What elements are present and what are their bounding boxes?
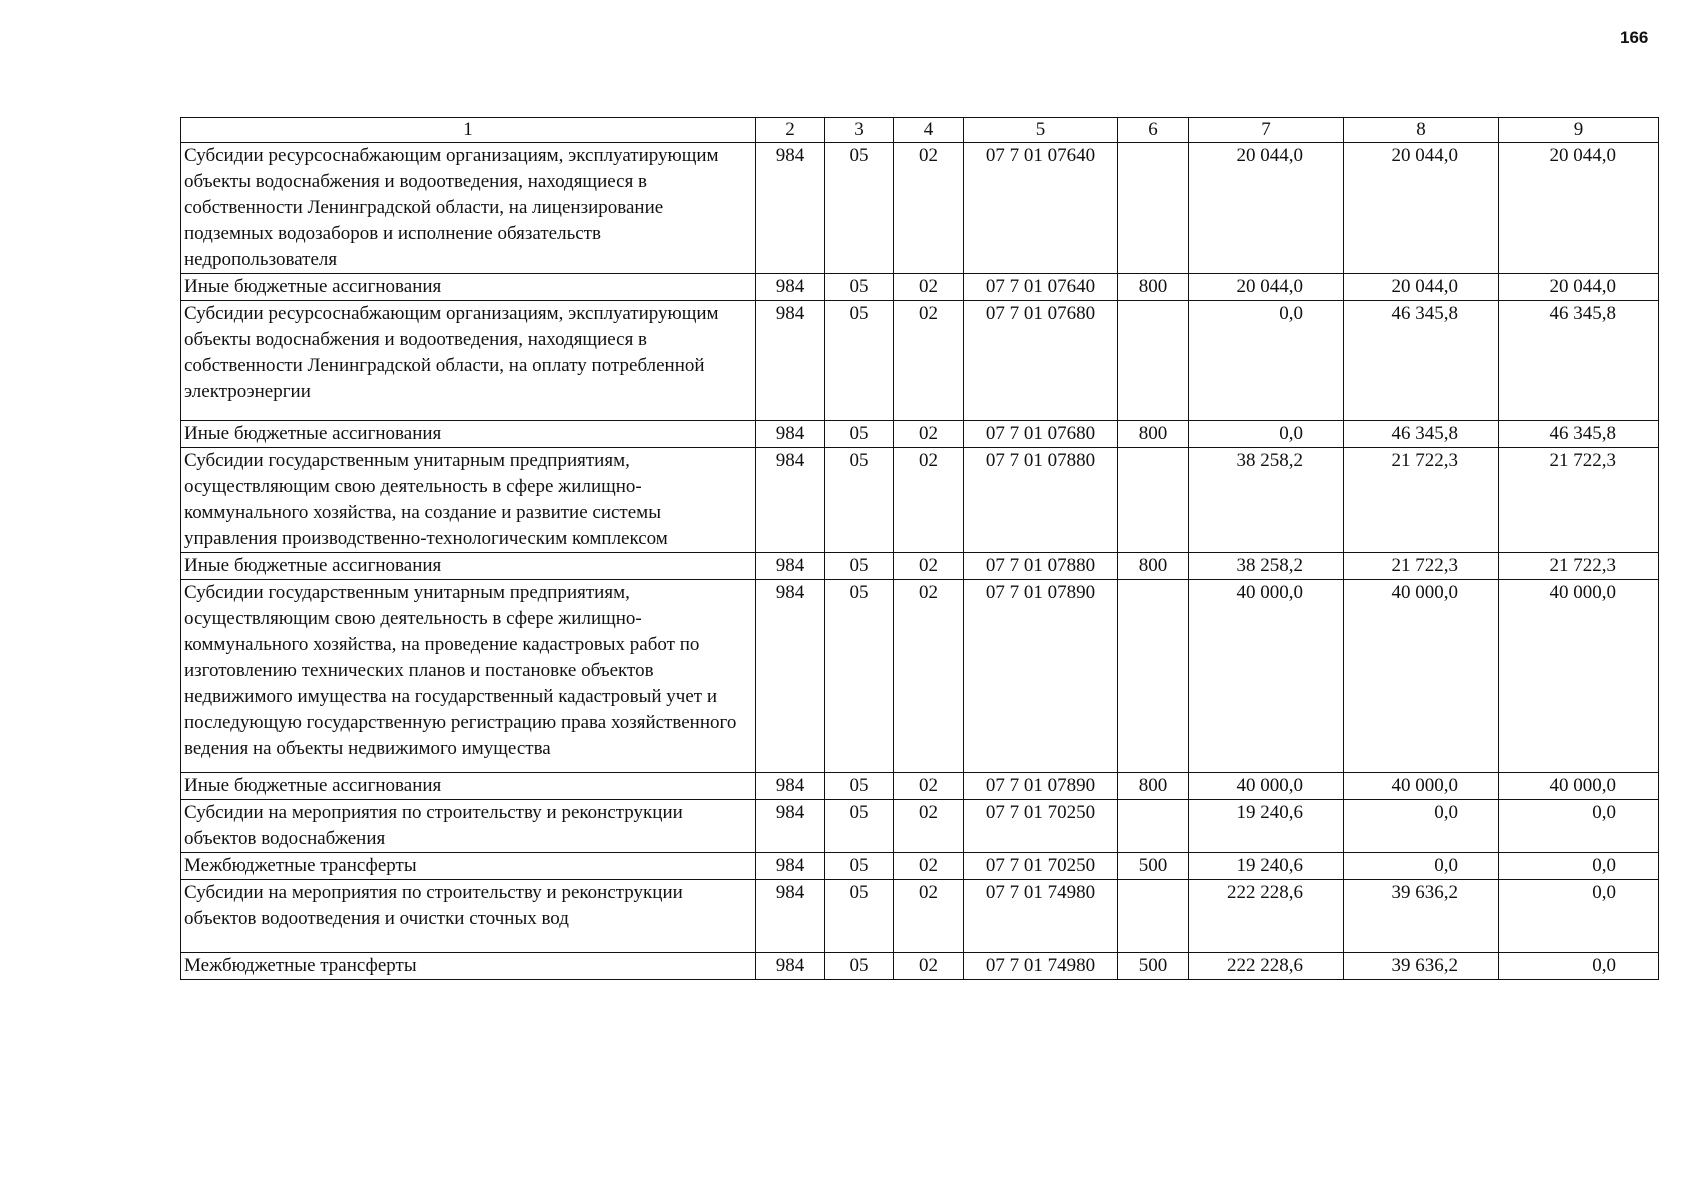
admin-code-cell: 984 <box>756 853 825 880</box>
section-cell: 05 <box>825 274 894 301</box>
section-cell: 05 <box>825 853 894 880</box>
amount-col9-cell: 20 044,0 <box>1499 143 1659 274</box>
row-description: Субсидии государственным унитарным предприятиям, осуществляющим свою деятельность в сфере жилищно-коммунального хозяйства, на создание и развитие системы управления производственно-технологическим комплексом <box>181 448 756 553</box>
amount-col7-cell: 19 240,6 <box>1189 853 1344 880</box>
subsection-cell: 02 <box>894 448 964 553</box>
amount-col8-cell: 46 345,8 <box>1344 301 1499 421</box>
table-row <box>181 773 1659 800</box>
table-row <box>181 953 1659 980</box>
section-cell: 05 <box>825 773 894 800</box>
column-header: 5 <box>964 118 1118 143</box>
admin-code-cell: 984 <box>756 448 825 553</box>
amount-col7-cell: 40 000,0 <box>1189 773 1344 800</box>
section-cell: 05 <box>825 800 894 853</box>
amount-col7-cell: 222 228,6 <box>1189 953 1344 980</box>
amount-col8-cell: 39 636,2 <box>1344 953 1499 980</box>
table-row <box>181 448 1659 553</box>
row-description: Иные бюджетные ассигнования <box>181 553 756 580</box>
amount-col8-cell: 20 044,0 <box>1344 143 1499 274</box>
expense-type-cell <box>1118 580 1189 773</box>
expense-type-cell <box>1118 143 1189 274</box>
amount-col9-cell: 40 000,0 <box>1499 773 1659 800</box>
amount-col9-cell: 0,0 <box>1499 853 1659 880</box>
row-description: Иные бюджетные ассигнования <box>181 274 756 301</box>
row-description: Субсидии на мероприятия по строительству и реконструкции объектов водоснабжения <box>181 800 756 853</box>
amount-col8-cell: 21 722,3 <box>1344 553 1499 580</box>
column-header: 3 <box>825 118 894 143</box>
target-article-cell: 07 7 01 07680 <box>964 301 1118 421</box>
amount-col8-cell: 40 000,0 <box>1344 580 1499 773</box>
column-header: 6 <box>1118 118 1189 143</box>
section-cell: 05 <box>825 301 894 421</box>
section-cell: 05 <box>825 553 894 580</box>
admin-code-cell: 984 <box>756 880 825 953</box>
amount-col7-cell: 38 258,2 <box>1189 448 1344 553</box>
subsection-cell: 02 <box>894 421 964 448</box>
amount-col8-cell: 0,0 <box>1344 853 1499 880</box>
amount-col7-cell: 222 228,6 <box>1189 880 1344 953</box>
admin-code-cell: 984 <box>756 553 825 580</box>
admin-code-cell: 984 <box>756 421 825 448</box>
expense-type-cell: 800 <box>1118 421 1189 448</box>
amount-col7-cell: 40 000,0 <box>1189 580 1344 773</box>
section-cell: 05 <box>825 880 894 953</box>
expense-type-cell <box>1118 448 1189 553</box>
expense-type-cell: 500 <box>1118 953 1189 980</box>
row-description: Субсидии ресурсоснабжающим организациям, эксплуатирующим объекты водоснабжения и водоотведения, находящиеся в собственности Ленинградской области, на оплату потребленной электроэнергии <box>181 301 756 421</box>
subsection-cell: 02 <box>894 143 964 274</box>
row-description: Межбюджетные трансферты <box>181 953 756 980</box>
amount-col8-cell: 40 000,0 <box>1344 773 1499 800</box>
column-header: 9 <box>1499 118 1659 143</box>
section-cell: 05 <box>825 953 894 980</box>
table-row <box>181 880 1659 953</box>
table-header-row <box>181 118 1659 143</box>
subsection-cell: 02 <box>894 773 964 800</box>
section-cell: 05 <box>825 448 894 553</box>
row-description: Субсидии государственным унитарным предприятиям, осуществляющим свою деятельность в сфере жилищно-коммунального хозяйства, на проведение кадастровых работ по изготовлению технических планов и постановке объектов недвижимого имущества на государственный кадастровый учет и последующую государственную регистрацию права хозяйственного ведения на объекты недвижимого имущества <box>181 580 756 773</box>
row-description: Субсидии на мероприятия по строительству и реконструкции объектов водоотведения и очистки сточных вод <box>181 880 756 953</box>
subsection-cell: 02 <box>894 301 964 421</box>
target-article-cell: 07 7 01 70250 <box>964 853 1118 880</box>
expense-type-cell: 500 <box>1118 853 1189 880</box>
expense-type-cell: 800 <box>1118 274 1189 301</box>
column-header: 4 <box>894 118 964 143</box>
budget-table <box>180 117 1659 980</box>
column-header: 8 <box>1344 118 1499 143</box>
amount-col7-cell: 0,0 <box>1189 301 1344 421</box>
subsection-cell: 02 <box>894 274 964 301</box>
section-cell: 05 <box>825 143 894 274</box>
admin-code-cell: 984 <box>756 773 825 800</box>
admin-code-cell: 984 <box>756 274 825 301</box>
expense-type-cell: 800 <box>1118 773 1189 800</box>
section-cell: 05 <box>825 421 894 448</box>
subsection-cell: 02 <box>894 553 964 580</box>
expense-type-cell <box>1118 880 1189 953</box>
subsection-cell: 02 <box>894 853 964 880</box>
admin-code-cell: 984 <box>756 143 825 274</box>
target-article-cell: 07 7 01 07680 <box>964 421 1118 448</box>
target-article-cell: 07 7 01 07640 <box>964 274 1118 301</box>
table-row <box>181 800 1659 853</box>
subsection-cell: 02 <box>894 800 964 853</box>
amount-col8-cell: 21 722,3 <box>1344 448 1499 553</box>
amount-col7-cell: 19 240,6 <box>1189 800 1344 853</box>
row-description: Иные бюджетные ассигнования <box>181 773 756 800</box>
column-header: 7 <box>1189 118 1344 143</box>
amount-col7-cell: 38 258,2 <box>1189 553 1344 580</box>
admin-code-cell: 984 <box>756 800 825 853</box>
row-description: Субсидии ресурсоснабжающим организациям, эксплуатирующим объекты водоснабжения и водоотведения, находящиеся в собственности Ленинградской области, на лицензирование подземных водозаборов и исполнение обязательств недропользователя <box>181 143 756 274</box>
row-description: Иные бюджетные ассигнования <box>181 421 756 448</box>
amount-col9-cell: 0,0 <box>1499 953 1659 980</box>
table-body <box>181 118 1659 980</box>
admin-code-cell: 984 <box>756 301 825 421</box>
target-article-cell: 07 7 01 07880 <box>964 553 1118 580</box>
target-article-cell: 07 7 01 74980 <box>964 953 1118 980</box>
subsection-cell: 02 <box>894 880 964 953</box>
amount-col9-cell: 0,0 <box>1499 880 1659 953</box>
expense-type-cell: 800 <box>1118 553 1189 580</box>
row-description: Межбюджетные трансферты <box>181 853 756 880</box>
amount-col9-cell: 21 722,3 <box>1499 448 1659 553</box>
target-article-cell: 07 7 01 07640 <box>964 143 1118 274</box>
admin-code-cell: 984 <box>756 953 825 980</box>
amount-col8-cell: 39 636,2 <box>1344 880 1499 953</box>
section-cell: 05 <box>825 580 894 773</box>
admin-code-cell: 984 <box>756 580 825 773</box>
amount-col8-cell: 46 345,8 <box>1344 421 1499 448</box>
column-header: 2 <box>756 118 825 143</box>
target-article-cell: 07 7 01 07880 <box>964 448 1118 553</box>
amount-col9-cell: 46 345,8 <box>1499 421 1659 448</box>
target-article-cell: 07 7 01 07890 <box>964 773 1118 800</box>
table-row <box>181 553 1659 580</box>
column-header: 1 <box>181 118 756 143</box>
table-row <box>181 301 1659 421</box>
table-row <box>181 421 1659 448</box>
amount-col9-cell: 40 000,0 <box>1499 580 1659 773</box>
amount-col9-cell: 20 044,0 <box>1499 274 1659 301</box>
amount-col9-cell: 21 722,3 <box>1499 553 1659 580</box>
amount-col9-cell: 46 345,8 <box>1499 301 1659 421</box>
target-article-cell: 07 7 01 70250 <box>964 800 1118 853</box>
amount-col7-cell: 20 044,0 <box>1189 274 1344 301</box>
target-article-cell: 07 7 01 07890 <box>964 580 1118 773</box>
target-article-cell: 07 7 01 74980 <box>964 880 1118 953</box>
expense-type-cell <box>1118 800 1189 853</box>
table-row <box>181 853 1659 880</box>
expense-type-cell <box>1118 301 1189 421</box>
subsection-cell: 02 <box>894 953 964 980</box>
amount-col9-cell: 0,0 <box>1499 800 1659 853</box>
table-row <box>181 580 1659 773</box>
table-row <box>181 274 1659 301</box>
amount-col7-cell: 20 044,0 <box>1189 143 1344 274</box>
amount-col7-cell: 0,0 <box>1189 421 1344 448</box>
page-number: 166 <box>1620 28 1649 47</box>
subsection-cell: 02 <box>894 580 964 773</box>
table-row <box>181 143 1659 274</box>
amount-col8-cell: 0,0 <box>1344 800 1499 853</box>
amount-col8-cell: 20 044,0 <box>1344 274 1499 301</box>
